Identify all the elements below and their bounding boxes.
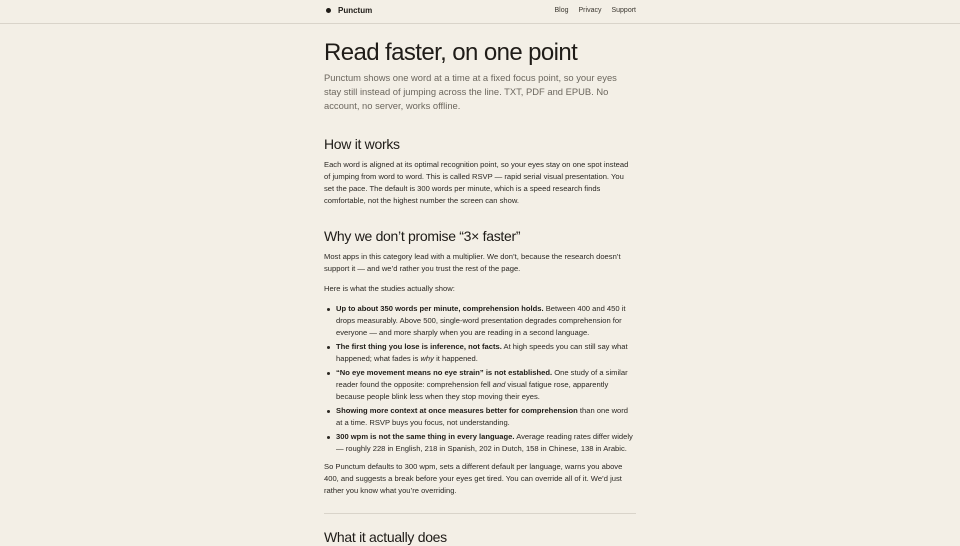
findings-list [324,303,636,455]
brand-name: Punctum [338,6,373,15]
finding-text: than one word at a time. RSVP buys you focus, not understanding. [336,406,629,427]
why-heading: Why we don’t promise “3× faster” [324,228,521,244]
finding-text: Between 400 and 450 it drops measurably. Above 500, single-word presentation degrades comprehension for everyone — and more sharply when you are reading in a second language. [336,304,626,337]
hero-lead: Punctum shows one word at a time at a fixed focus point, so your eyes stay still instead of jumping across the line. TXT, PDF and EPUB. No account, no server, works offline. [324,72,617,111]
finding-text: it happened. [433,354,478,363]
finding-text: One study of a similar reader found the opposite: comprehension fell [336,368,628,389]
how-it-works-heading: How it works [324,136,400,152]
list-item [336,367,636,403]
how-it-works-text: Each word is aligned at its optimal recognition point, so your eyes stay on one spot instead of jumping from word to word. This is called RSVP — rapid serial visual presentation. You set the pace. The default is 300 words per minute, which is a speed research finds comfortable, not the highest number the screen can show. [324,160,629,205]
finding-emphasis: and [492,380,506,389]
main-content [324,40,636,546]
why-paragraph-3: So Punctum defaults to 300 wpm, sets a different default per language, warns you above 400, and suggests a break before your eyes get tired. You can override all of it. We’d just rather you know what you’re overriding. [324,462,623,495]
nav-link-privacy[interactable]: Privacy [578,7,602,14]
finding-title: 300 wpm is not the same thing in every language. [336,432,515,441]
list-item [336,303,636,339]
finding-title: Up to about 350 words per minute, comprehension holds. [336,304,544,313]
what-it-does-heading: What it actually does [324,529,447,545]
list-item [336,431,636,455]
section-divider [324,513,636,514]
finding-emphasis: why [420,354,434,363]
nav-link-support[interactable]: Support [611,7,636,14]
why-paragraph-2: Here is what the studies actually show: [324,284,455,293]
nav-link-blog[interactable]: Blog [554,7,569,14]
finding-text: At high speeds you can still say what happened; what fades is [336,342,628,363]
why-paragraph-1: Most apps in this category lead with a multiplier. We don’t, because the research doesn’t support it — and we’d rather you trust the rest of the page. [324,252,621,273]
finding-title: “No eye movement means no eye strain” is not established. [336,368,553,377]
list-item [336,405,636,429]
top-nav [555,7,637,14]
brand[interactable] [326,6,372,15]
list-item [336,341,636,365]
top-bar [0,0,960,24]
brand-dot-icon [326,8,331,13]
finding-text: visual fatigue rose, apparently because people blink less when they stop moving their eyes. [336,380,609,401]
finding-title: Showing more context at once measures better for comprehension [336,406,578,415]
finding-text: Average reading rates differ widely — roughly 228 in English, 218 in Spanish, 202 in Dutch, 158 in Chinese, 138 in Arabic. [336,432,633,453]
page-title: Read faster, on one point [324,39,578,66]
finding-title: The first thing you lose is inference, not facts. [336,342,502,351]
